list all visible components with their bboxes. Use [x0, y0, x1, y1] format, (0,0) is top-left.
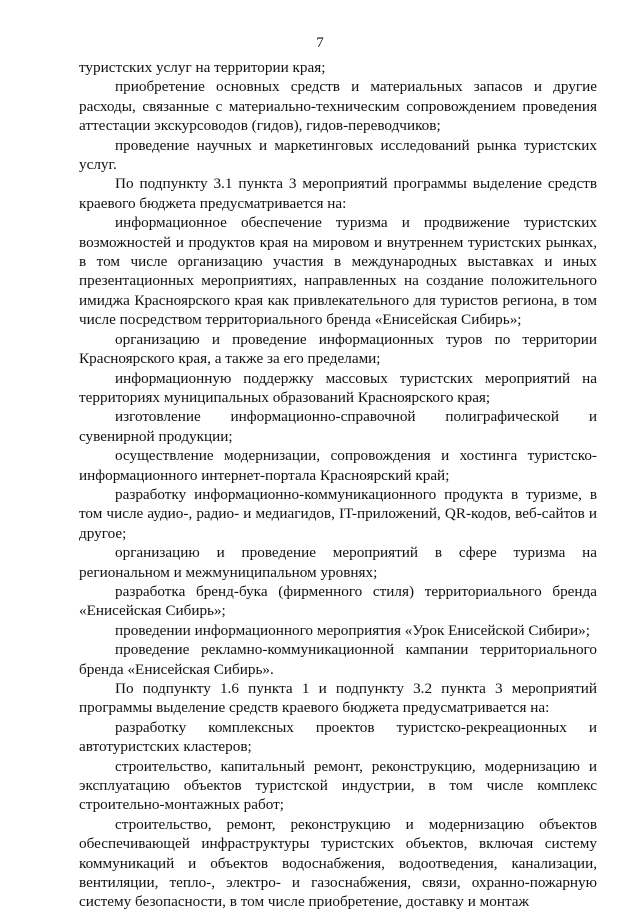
paragraph: строительство, ремонт, реконструкцию и модернизацию объектов обеспечивающей инфраструктуры туристских объектов, включая систему коммуникаций и объектов водоснабжения, водоотведения, канализации, вентиляции, тепло-, электро- и газоснабжения, связи, охранно-пожарную систему безопасности, в том числе приобретение, доставку и монтаж: [79, 815, 597, 911]
page-number: 7: [316, 35, 324, 51]
paragraph: организацию и проведение мероприятий в сфере туризма на региональном и межмуниципальном уровнях;: [79, 544, 597, 581]
paragraph-continuation: туристских услуг на территории края;: [79, 59, 326, 76]
paragraph: осуществление модернизации, сопровождения и хостинга туристско-информационного интернет-портала Красноярский край;: [79, 447, 597, 484]
paragraph: проведение научных и маркетинговых исследований рынка туристских услуг.: [79, 136, 597, 174]
paragraph: изготовление информационно-справочной полиграфической и сувенирной продукции;: [79, 408, 597, 445]
paragraph: организацию и проведение информационных туров по территории Красноярского края, а также за его пределами;: [79, 330, 597, 368]
paragraph: проведение рекламно-коммуникационной кампании территориального бренда «Енисейская Сибирь».: [79, 641, 597, 678]
paragraph: строительство, капитальный ремонт, реконструкцию, модернизацию и эксплуатацию объектов туристской индустрии, в том числе комплекс строительно-монтажных работ;: [79, 757, 597, 814]
paragraph: разработка бренд-бука (фирменного стиля) территориального бренда «Енисейская Сибирь»;: [79, 582, 597, 620]
paragraph: информационную поддержку массовых туристских мероприятий на территориях муниципальных образований Красноярского края;: [79, 369, 597, 406]
paragraph: По подпункту 1.6 пункта 1 и подпункту 3.2 пункта 3 мероприятий программы выделение средств краевого бюджета предусматривается на:: [79, 680, 597, 717]
paragraph: разработку информационно-коммуникационного продукта в туризме, в том числе аудио-, радио- и медиагидов, IT-приложений, QR-кодов, веб-сайтов и другое;: [79, 485, 597, 542]
paragraph: разработку комплексных проектов туристско-рекреационных и автотуристских кластеров;: [79, 718, 597, 756]
paragraph: По подпункту 3.1 пункта 3 мероприятий программы выделение средств краевого бюджета предусматривается на:: [79, 175, 597, 212]
paragraph: приобретение основных средств и материальных запасов и другие расходы, связанные с материально-техническим сопровождением проведения аттестации экскурсоводов (гидов), гидов-переводчиков;: [79, 78, 597, 135]
paragraph: информационное обеспечение туризма и продвижение туристских возможностей и продуктов края на мировом и внутреннем туристских рынках, в том числе организацию участия в международных выставках и иных презентационных мероприятиях, направленных на создание положительного имиджа Красноярского края как привлекательного для туристов региона, в том числе посредством территориального бренда «Енисейская Сибирь»;: [79, 214, 597, 329]
document-body: [79, 58, 597, 912]
paragraph: проведении информационного мероприятия «Урок Енисейской Сибири»;: [115, 621, 590, 639]
